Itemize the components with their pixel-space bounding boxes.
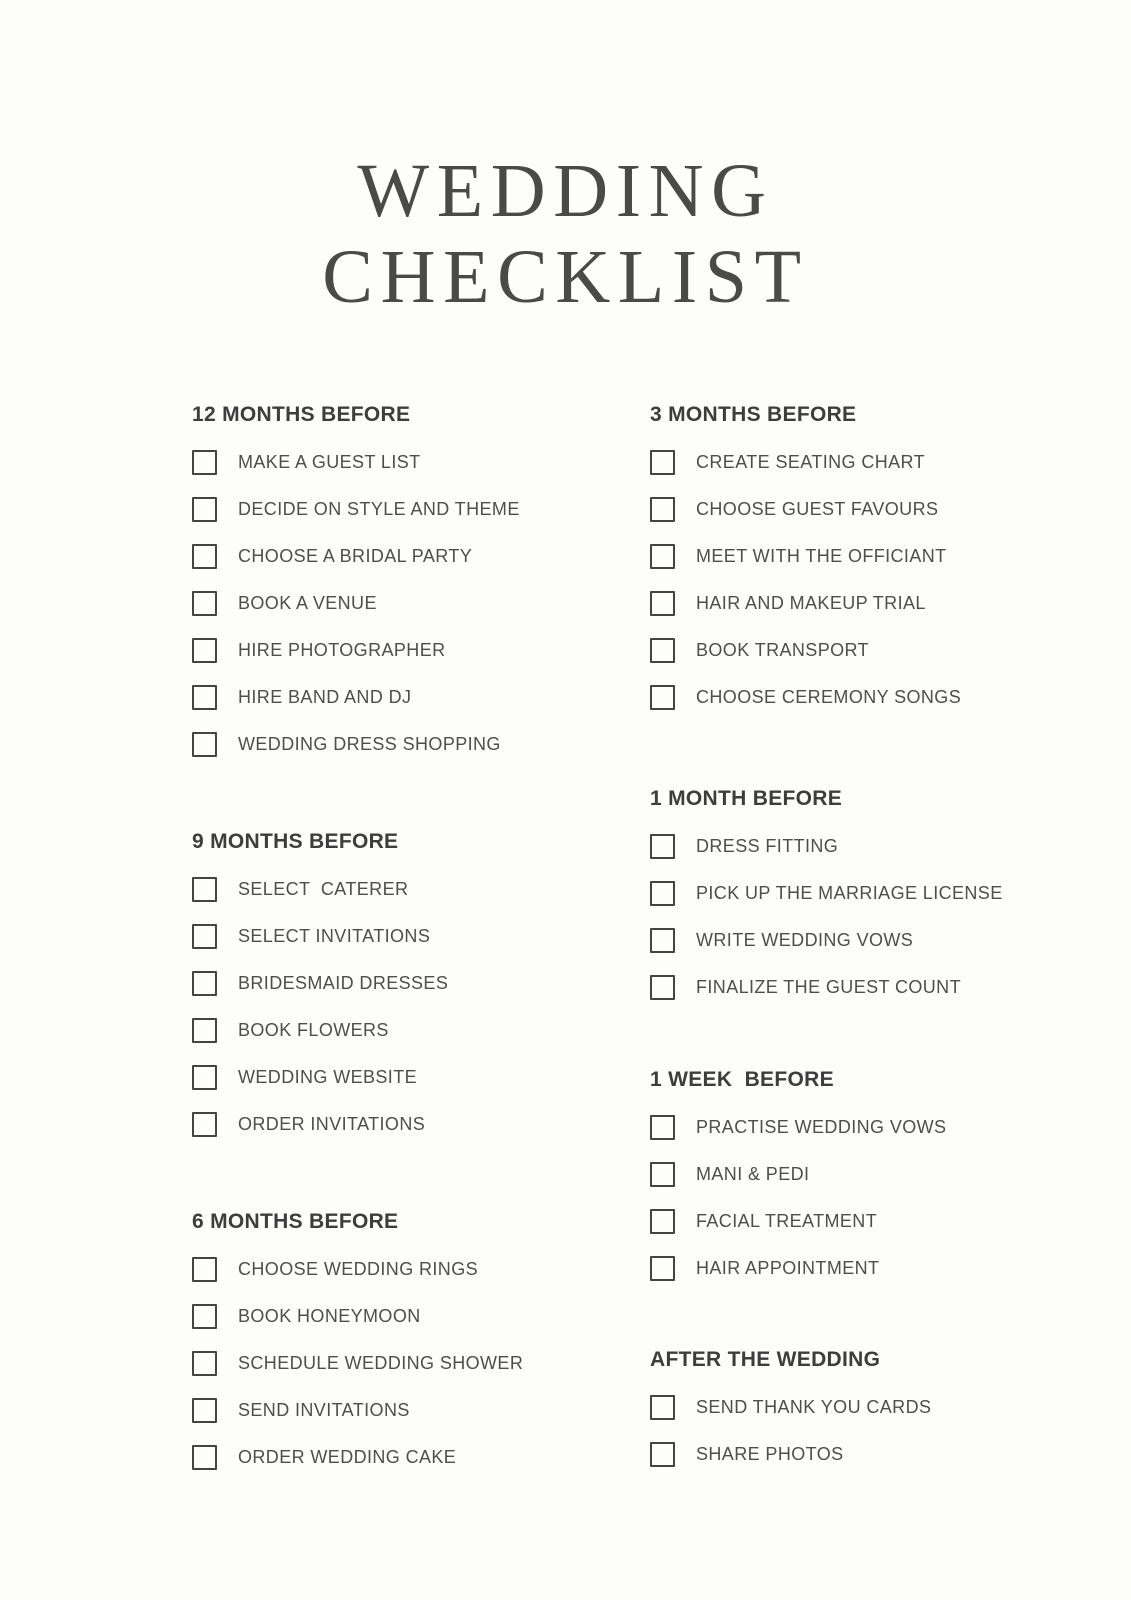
item-label-book-a-venue: BOOK A VENUE — [238, 593, 377, 613]
checklist-item-practise-wedding-vows — [650, 1115, 1120, 1140]
item-label-hair-and-makeup-trial: HAIR AND MAKEUP TRIAL — [696, 593, 926, 613]
checklist-item-wedding-dress-shopping — [192, 732, 642, 757]
checklist-items — [650, 1115, 1120, 1281]
checkbox-schedule-wedding-shower[interactable] — [192, 1351, 217, 1376]
checkbox-hire-band-and-dj[interactable] — [192, 685, 217, 710]
item-label-book-flowers: BOOK FLOWERS — [238, 1020, 389, 1040]
checkbox-choose-guest-favours[interactable] — [650, 497, 675, 522]
checkbox-hire-photographer[interactable] — [192, 638, 217, 663]
item-label-send-thank-you-cards: SEND THANK YOU CARDS — [696, 1397, 932, 1417]
checkbox-book-honeymoon[interactable] — [192, 1304, 217, 1329]
item-label-hire-band-and-dj: HIRE BAND AND DJ — [238, 687, 412, 707]
section-heading-9-months-before: 9 MONTHS BEFORE — [192, 830, 399, 853]
checklist-item-hair-and-makeup-trial — [650, 591, 1120, 616]
item-label-practise-wedding-vows: PRACTISE WEDDING VOWS — [696, 1117, 947, 1137]
item-label-bridesmaid-dresses: BRIDESMAID DRESSES — [238, 973, 449, 993]
checklist-items — [192, 450, 642, 757]
checklist-item-send-thank-you-cards — [650, 1395, 1120, 1420]
checklist-item-order-invitations — [192, 1112, 642, 1137]
checklist-item-facial-treatment — [650, 1209, 1120, 1234]
item-label-wedding-dress-shopping: WEDDING DRESS SHOPPING — [238, 734, 501, 754]
item-label-wedding-website: WEDDING WEBSITE — [238, 1067, 418, 1087]
checkbox-finalize-the-guest-count[interactable] — [650, 975, 675, 1000]
checklist-item-book-honeymoon — [192, 1304, 642, 1329]
checklist-item-hire-photographer — [192, 638, 642, 663]
item-label-select-invitations: SELECT INVITATIONS — [238, 926, 431, 946]
checkbox-meet-with-the-officiant[interactable] — [650, 544, 675, 569]
item-label-select-caterer: SELECT CATERER — [238, 879, 409, 899]
section-heading-1-month-before: 1 MONTH BEFORE — [650, 787, 843, 810]
checkbox-create-seating-chart[interactable] — [650, 450, 675, 475]
item-label-dress-fitting: DRESS FITTING — [696, 836, 839, 856]
checkbox-book-a-venue[interactable] — [192, 591, 217, 616]
checklist-item-book-flowers — [192, 1018, 642, 1043]
section-3-months-before — [650, 402, 1120, 732]
checklist-item-choose-wedding-rings — [192, 1257, 642, 1282]
checklist-item-meet-with-the-officiant — [650, 544, 1120, 569]
item-label-decide-on-style-and-theme: DECIDE ON STYLE AND THEME — [238, 499, 520, 519]
title-line-1: WEDDING — [357, 149, 774, 233]
checklist-item-book-a-venue — [192, 591, 642, 616]
item-label-finalize-the-guest-count: FINALIZE THE GUEST COUNT — [696, 977, 961, 997]
checklist-item-mani-pedi — [650, 1162, 1120, 1187]
checklist-item-wedding-website — [192, 1065, 642, 1090]
checkbox-send-invitations[interactable] — [192, 1398, 217, 1423]
checklist-item-hair-appointment — [650, 1256, 1120, 1281]
checklist-items — [192, 877, 642, 1137]
checkbox-select-caterer[interactable] — [192, 877, 217, 902]
item-label-send-invitations: SEND INVITATIONS — [238, 1400, 410, 1420]
checkbox-send-thank-you-cards[interactable] — [650, 1395, 675, 1420]
checklist-item-choose-a-bridal-party — [192, 544, 642, 569]
section-1-month-before — [650, 786, 1120, 1022]
section-heading-3-months-before: 3 MONTHS BEFORE — [650, 403, 857, 426]
section-9-months-before — [192, 829, 642, 1159]
section-heading-6-months-before: 6 MONTHS BEFORE — [192, 1210, 399, 1233]
checklist-item-select-caterer — [192, 877, 642, 902]
item-label-meet-with-the-officiant: MEET WITH THE OFFICIANT — [696, 546, 947, 566]
item-label-hire-photographer: HIRE PHOTOGRAPHER — [238, 640, 446, 660]
checkbox-share-photos[interactable] — [650, 1442, 675, 1467]
title-line-2: CHECKLIST — [322, 235, 809, 319]
checkbox-book-transport[interactable] — [650, 638, 675, 663]
checkbox-hair-appointment[interactable] — [650, 1256, 675, 1281]
item-label-make-a-guest-list: MAKE A GUEST LIST — [238, 452, 421, 472]
checkbox-pick-up-the-marriage-license[interactable] — [650, 881, 675, 906]
checkbox-bridesmaid-dresses[interactable] — [192, 971, 217, 996]
checklist-item-choose-ceremony-songs — [650, 685, 1120, 710]
section-6-months-before — [192, 1209, 642, 1492]
section-heading-12-months-before: 12 MONTHS BEFORE — [192, 403, 411, 426]
item-label-pick-up-the-marriage-license: PICK UP THE MARRIAGE LICENSE — [696, 883, 1003, 903]
checklist-item-hire-band-and-dj — [192, 685, 642, 710]
checklist-item-dress-fitting — [650, 834, 1120, 859]
checkbox-order-invitations[interactable] — [192, 1112, 217, 1137]
checklist-items — [650, 834, 1120, 1000]
item-label-order-invitations: ORDER INVITATIONS — [238, 1114, 426, 1134]
item-label-choose-a-bridal-party: CHOOSE A BRIDAL PARTY — [238, 546, 473, 566]
section-heading-after-the-wedding: AFTER THE WEDDING — [650, 1348, 881, 1371]
checklist-items — [192, 1257, 642, 1470]
checklist-item-book-transport — [650, 638, 1120, 663]
section-1-week-before — [650, 1067, 1120, 1303]
checklist-item-finalize-the-guest-count — [650, 975, 1120, 1000]
checkbox-decide-on-style-and-theme[interactable] — [192, 497, 217, 522]
item-label-order-wedding-cake: ORDER WEDDING CAKE — [238, 1447, 457, 1467]
checkbox-wedding-website[interactable] — [192, 1065, 217, 1090]
checkbox-book-flowers[interactable] — [192, 1018, 217, 1043]
checklist-item-pick-up-the-marriage-license — [650, 881, 1120, 906]
item-label-choose-guest-favours: CHOOSE GUEST FAVOURS — [696, 499, 939, 519]
checklist-item-choose-guest-favours — [650, 497, 1120, 522]
item-label-create-seating-chart: CREATE SEATING CHART — [696, 452, 926, 472]
section-heading-1-week-before: 1 WEEK BEFORE — [650, 1068, 834, 1091]
item-label-choose-ceremony-songs: CHOOSE CEREMONY SONGS — [696, 687, 962, 707]
checkbox-order-wedding-cake[interactable] — [192, 1445, 217, 1470]
checkbox-hair-and-makeup-trial[interactable] — [650, 591, 675, 616]
item-label-mani-pedi: MANI & PEDI — [696, 1164, 810, 1184]
checklist-item-select-invitations — [192, 924, 642, 949]
checklist-items — [650, 450, 1120, 710]
item-label-choose-wedding-rings: CHOOSE WEDDING RINGS — [238, 1259, 479, 1279]
checklist-item-make-a-guest-list — [192, 450, 642, 475]
checklist-item-bridesmaid-dresses — [192, 971, 642, 996]
checklist-item-write-wedding-vows — [650, 928, 1120, 953]
checklist-item-share-photos — [650, 1442, 1120, 1467]
checkbox-choose-ceremony-songs[interactable] — [650, 685, 675, 710]
checklist-items — [650, 1395, 1120, 1467]
item-label-schedule-wedding-shower: SCHEDULE WEDDING SHOWER — [238, 1353, 524, 1373]
checklist-item-create-seating-chart — [650, 450, 1120, 475]
item-label-book-honeymoon: BOOK HONEYMOON — [238, 1306, 421, 1326]
checkbox-mani-pedi[interactable] — [650, 1162, 675, 1187]
checklist-item-order-wedding-cake — [192, 1445, 642, 1470]
checkbox-choose-wedding-rings[interactable] — [192, 1257, 217, 1282]
item-label-book-transport: BOOK TRANSPORT — [696, 640, 869, 660]
checklist-item-send-invitations — [192, 1398, 642, 1423]
checkbox-facial-treatment[interactable] — [650, 1209, 675, 1234]
checkbox-choose-a-bridal-party[interactable] — [192, 544, 217, 569]
item-label-write-wedding-vows: WRITE WEDDING VOWS — [696, 930, 914, 950]
checkbox-select-invitations[interactable] — [192, 924, 217, 949]
column-right — [650, 0, 1120, 1600]
checklist-item-decide-on-style-and-theme — [192, 497, 642, 522]
checkbox-practise-wedding-vows[interactable] — [650, 1115, 675, 1140]
checkbox-write-wedding-vows[interactable] — [650, 928, 675, 953]
item-label-facial-treatment: FACIAL TREATMENT — [696, 1211, 878, 1231]
checklist-item-schedule-wedding-shower — [192, 1351, 642, 1376]
section-after-the-wedding — [650, 1347, 1120, 1489]
checkbox-make-a-guest-list[interactable] — [192, 450, 217, 475]
column-left — [192, 0, 642, 1600]
item-label-hair-appointment: HAIR APPOINTMENT — [696, 1258, 880, 1278]
section-12-months-before — [192, 402, 642, 779]
checkbox-dress-fitting[interactable] — [650, 834, 675, 859]
checkbox-wedding-dress-shopping[interactable] — [192, 732, 217, 757]
item-label-share-photos: SHARE PHOTOS — [696, 1444, 844, 1464]
